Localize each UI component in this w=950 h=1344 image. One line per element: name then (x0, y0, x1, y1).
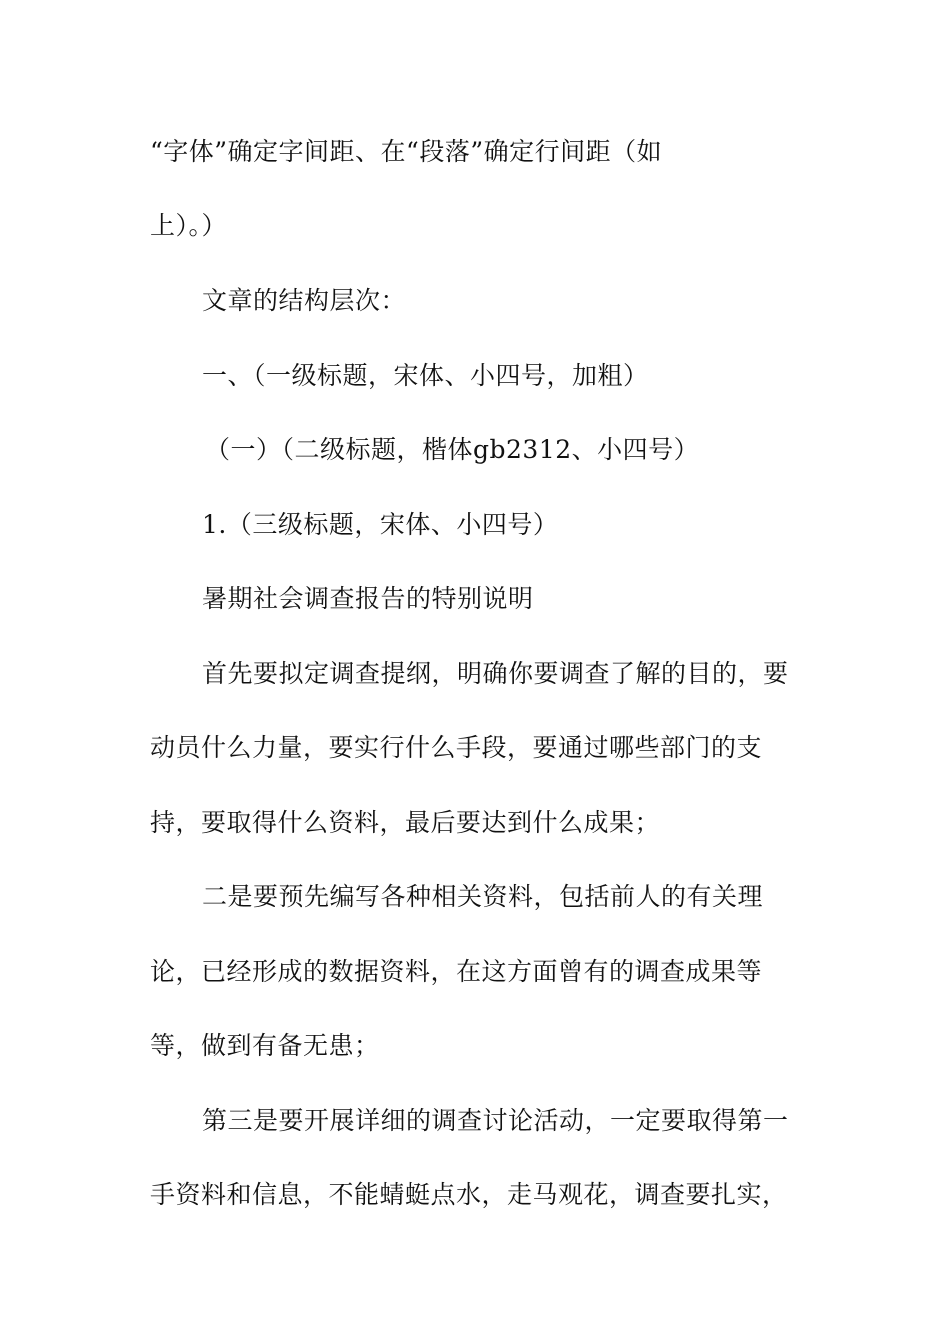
text-line: 二是要预先编写各种相关资料，包括前人的有关理 (202, 882, 764, 911)
text-line: 手资料和信息，不能蜻蜓点水，走马观花，调查要扎实， (150, 1180, 788, 1209)
heading-level-3-example: 1.（三级标题，宋体、小四号） (202, 510, 559, 539)
text-line: 动员什么力量，要实行什么手段，要通过哪些部门的支 (150, 733, 763, 762)
section-title: 暑期社会调查报告的特别说明 (202, 584, 534, 613)
text-line: 第三是要开展详细的调查讨论活动，一定要取得第一 (202, 1106, 789, 1135)
text-line: 文章的结构层次： (202, 286, 407, 315)
text-line: 首先要拟定调查提纲，明确你要调查了解的目的，要 (202, 659, 789, 688)
text-line: 持，要取得什么资料，最后要达到什么成果； (150, 808, 661, 837)
heading-level-1-example: 一、（一级标题，宋体、小四号，加粗） (202, 361, 649, 390)
text-line: 上）。） (150, 211, 228, 240)
text-line: 等，做到有备无患； (150, 1031, 380, 1060)
text-line: “字体”确定字间距、在“段落”确定行间距（如 (150, 137, 663, 166)
text-line: 论，已经形成的数据资料，在这方面曾有的调查成果等 (150, 957, 763, 986)
heading-level-2-example: （一）（二级标题，楷体gb2312、小四号） (205, 435, 700, 464)
